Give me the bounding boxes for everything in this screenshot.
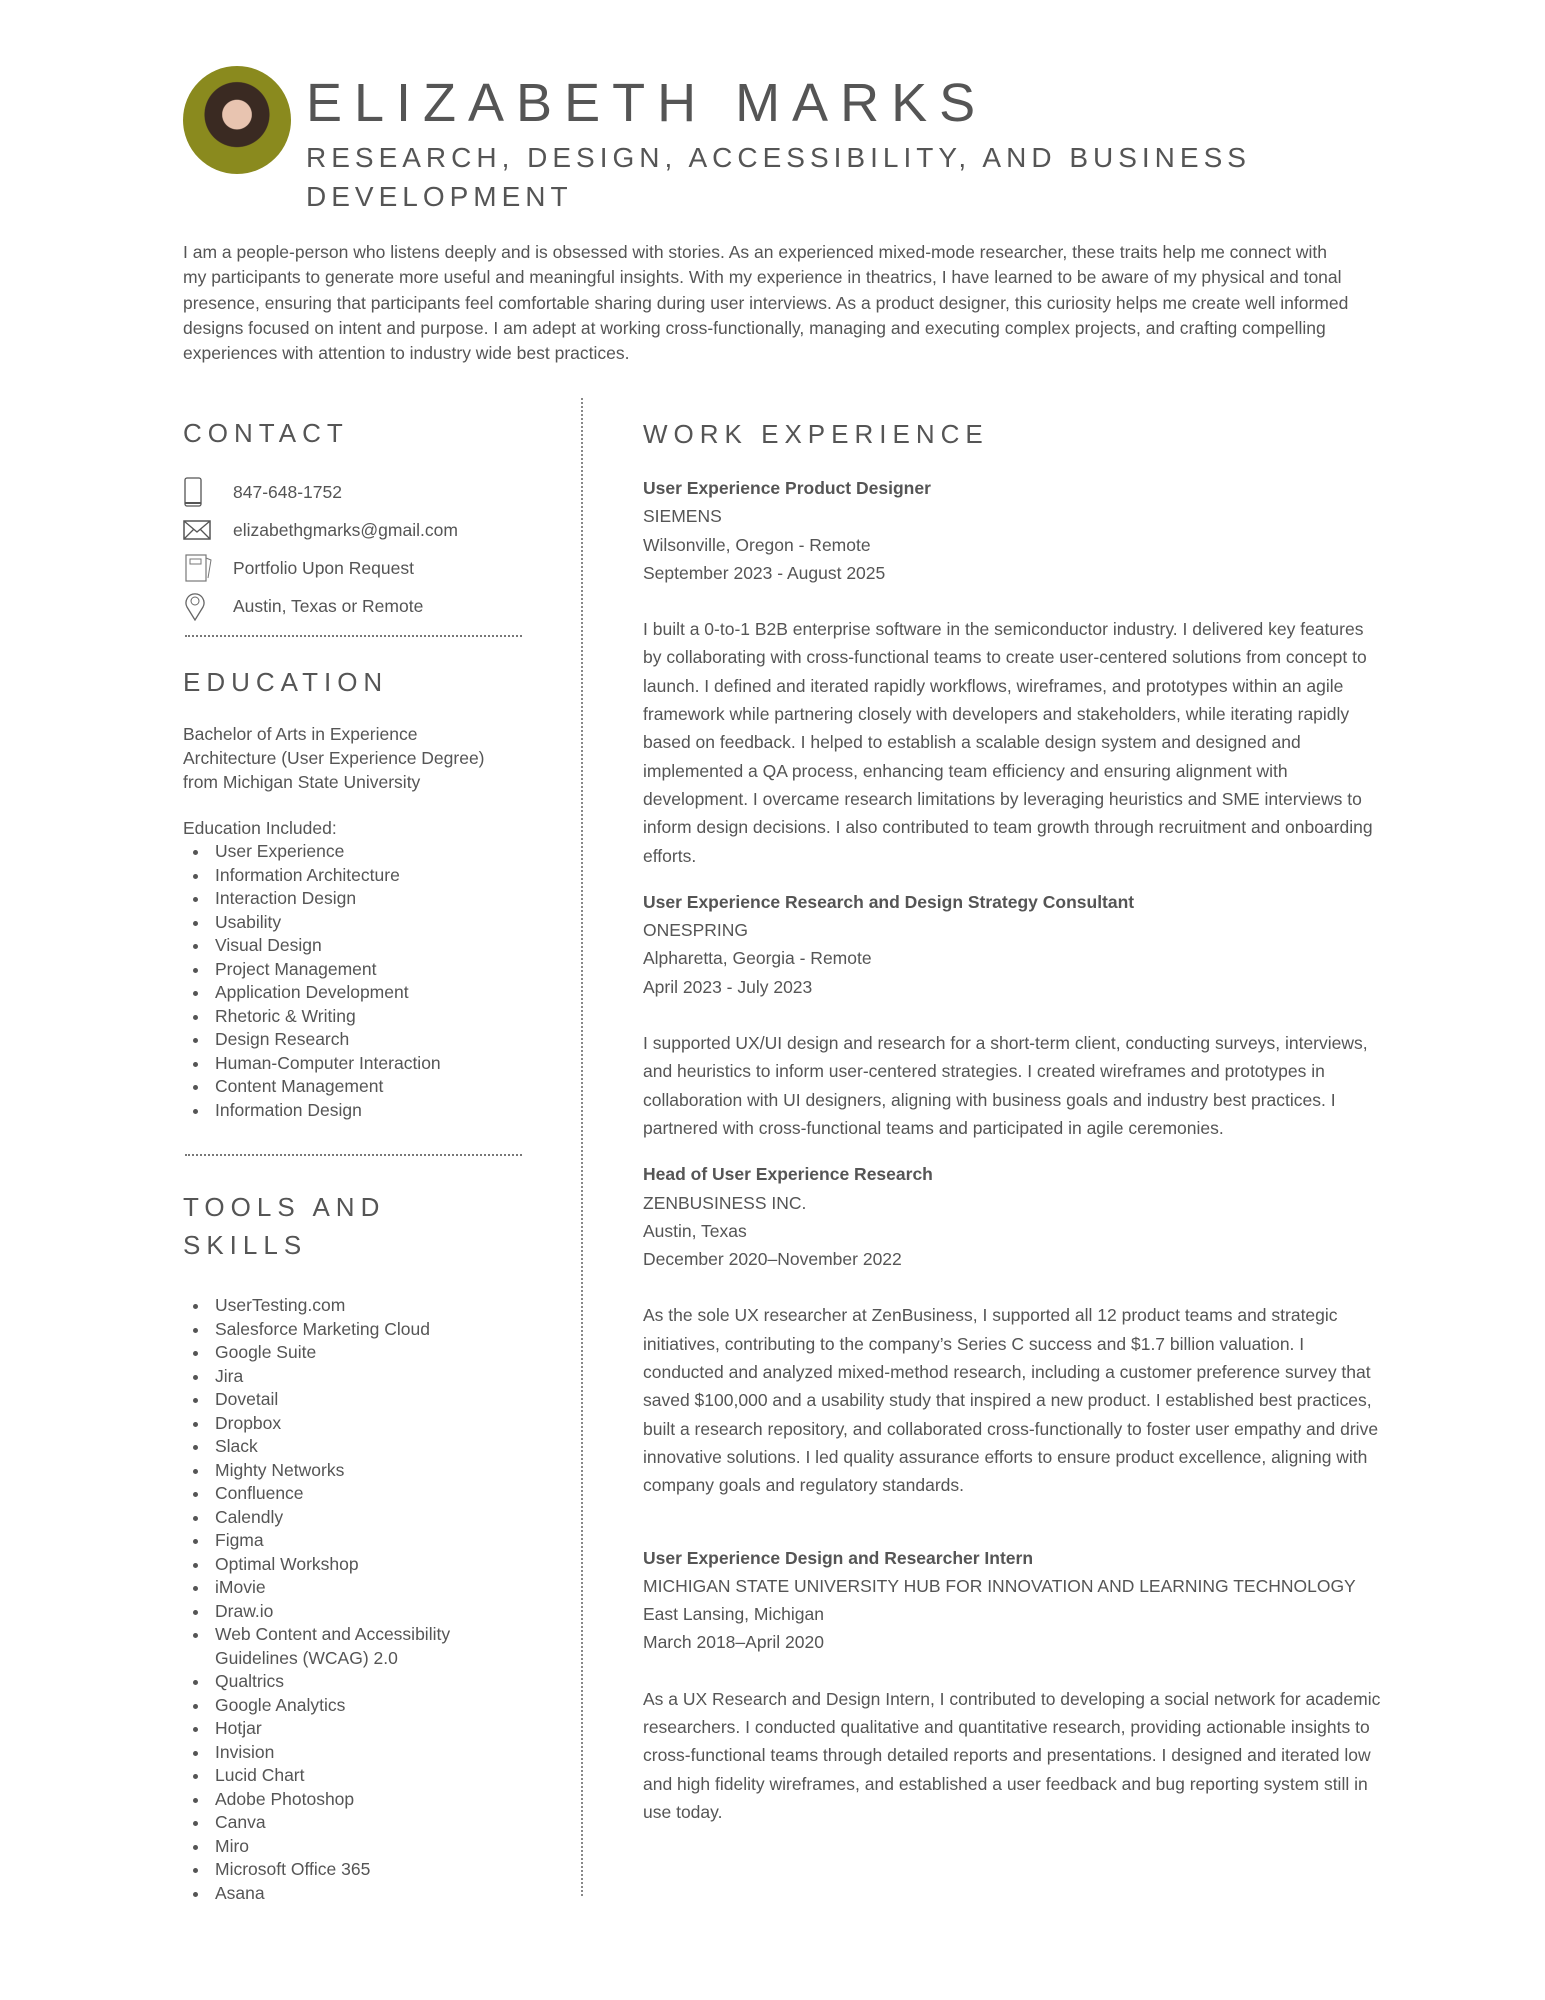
job-title: User Experience Design and Researcher Intern [643,1547,1034,1568]
location-text: Austin, Texas or Remote [233,595,424,616]
list-item: Design Research [183,1028,523,1052]
profile-photo [183,66,291,174]
job-dates: September 2023 - August 2025 [643,562,886,583]
list-item: Application Development [183,981,523,1005]
column-divider [581,398,583,1896]
list-item: iMovie [183,1576,483,1600]
list-item: Google Analytics [183,1694,483,1718]
list-item: Draw.io [183,1600,483,1624]
degree: Bachelor of Arts in Experience Architecture (User Experience Degree) from Michigan State University [183,724,485,792]
summary: I am a people-person who listens deeply and is obsessed with stories. As an experienced mixed-mode researcher, these traits help me connect with my participants to generate more useful and meaningful insights. With my experience in theatrics, I have learned to be aware of my physical and tonal presence, ensuring that participants feel comfortable sharing during user interviews. As a product designer, this curiosity helps me create well informed designs focused on intent and purpose. I am adept at working cross-functionally, managing and executing complex projects, and crafting compelling experiences with attention to industry wide best practices. [183,242,1349,364]
skills-list [183,1294,483,1905]
list-item: Dovetail [183,1388,483,1412]
list-item: Asana [183,1882,483,1906]
job-description: As the sole UX researcher at ZenBusiness, I supported all 12 product teams and strategic initiatives, contributing to the company’s Series C success and $1.7 billion valuation. I conducted and analyzed mixed-method research, including a customer preference survey that saved $100,000 and a usability study that inspired a new product. I established best practices, built a research repository, and collaborated cross-functionally to foster user empathy and drive innovative solutions. I led quality assurance efforts to ensure product excellence, aligning with company goals and regulatory standards. [643,1305,1379,1496]
list-item: Dropbox [183,1412,483,1436]
envelope-icon [183,520,233,540]
job-dates: April 2023 - July 2023 [643,976,813,997]
list-item: Web Content and Accessibility Guidelines (WCAG) 2.0 [183,1623,483,1670]
job-title: Head of User Experience Research [643,1164,933,1185]
contact-email [183,511,523,549]
list-item: Optimal Workshop [183,1553,483,1577]
phone-icon [183,477,233,507]
list-item: Information Design [183,1099,523,1123]
candidate-name: ELIZABETH MARKS [306,73,988,133]
email-link[interactable]: elizabethgmarks@gmail.com [233,519,458,540]
list-item: Usability [183,911,523,935]
list-item: Adobe Photoshop [183,1788,483,1812]
job-location: Austin, Texas [643,1220,747,1241]
job-location: Alpharetta, Georgia - Remote [643,948,872,969]
job-company: ONESPRING [643,920,749,941]
job-company: MICHIGAN STATE UNIVERSITY HUB FOR INNOVATION AND LEARNING TECHNOLOGY [643,1575,1356,1596]
list-item: Project Management [183,958,523,982]
job-company: SIEMENS [643,506,722,527]
list-item: Invision [183,1741,483,1765]
list-item: Microsoft Office 365 [183,1858,483,1882]
job-entry [643,1160,1383,1499]
list-item: Mighty Networks [183,1459,483,1483]
headline: RESEARCH, DESIGN, ACCESSIBILITY, AND BUSINESS DEVELOPMENT [306,142,1251,212]
list-item: Information Architecture [183,864,523,888]
list-item: Canva [183,1811,483,1835]
job-location: East Lansing, Michigan [643,1604,824,1625]
contact-location [183,587,523,625]
list-item: Human-Computer Interaction [183,1052,523,1076]
education-heading: EDUCATION [183,667,389,697]
job-dates: March 2018–April 2020 [643,1632,824,1653]
work-heading: WORK EXPERIENCE [643,419,989,449]
list-item: Calendly [183,1506,483,1530]
contact-phone [183,473,523,511]
job-company: ZENBUSINESS INC. [643,1192,807,1213]
list-item: Lucid Chart [183,1764,483,1788]
job-description: As a UX Research and Design Intern, I contributed to developing a social network for academic researchers. I conducted qualitative and quantitative research, providing actionable insights to cross-functional teams through detailed reports and presentations. I designed and iterated low and high fidelity wireframes, and established a user feedback and bug reporting system still in use today. [643,1688,1381,1822]
phone-text: 847-648-1752 [233,481,342,502]
list-item: User Experience [183,840,523,864]
job-location: Wilsonville, Oregon - Remote [643,534,871,555]
job-entry [643,474,1383,870]
list-item: Interaction Design [183,887,523,911]
education-list [183,840,523,1122]
contact-portfolio [183,549,523,587]
location-pin-icon [183,591,233,621]
job-title: User Experience Research and Design Strategy Consultant [643,891,1135,912]
job-entry [643,888,1383,1142]
list-item: Confluence [183,1482,483,1506]
left-column [183,418,523,1905]
list-item: Google Suite [183,1341,483,1365]
list-item: Content Management [183,1075,523,1099]
list-item: UserTesting.com [183,1294,483,1318]
job-list [643,474,1383,1826]
list-item: Hotjar [183,1717,483,1741]
list-item: Rhetoric & Writing [183,1005,523,1029]
job-description: I supported UX/UI design and research for a short-term client, conducting surveys, interviews, and heuristics to inform user-centered strategies. I created wireframes and prototypes in collaboration with UI designers, aligning with business goals and industry best practices. I partnered with cross-functional teams and participated in agile ceremonies. [643,1033,1368,1138]
list-item: Salesforce Marketing Cloud [183,1318,483,1342]
list-item: Jira [183,1365,483,1389]
contact-heading: CONTACT [183,418,349,448]
list-item: Qualtrics [183,1670,483,1694]
section-divider [185,635,522,637]
skills-heading: TOOLS AND SKILLS [183,1192,386,1260]
portfolio-text: Portfolio Upon Request [233,557,414,578]
list-item: Visual Design [183,934,523,958]
portfolio-icon [183,552,233,584]
list-item: Miro [183,1835,483,1859]
job-dates: December 2020–November 2022 [643,1249,902,1270]
right-column [643,418,1383,1826]
education-included-label: Education Included: [183,818,337,838]
job-title: User Experience Product Designer [643,478,931,498]
list-item: Slack [183,1435,483,1459]
section-divider [185,1154,522,1156]
job-entry [643,1544,1383,1827]
job-description: I built a 0-to-1 B2B enterprise software in the semiconductor industry. I delivered key features by collaborating with cross-functional teams to create user-centered solutions from concept to launch. I defined and iterated rapidly workflows, wireframes, and prototypes within an agile framework while partnering closely with developers and stakeholders, while iterating rapidly based on feedback. I helped to establish a scalable design system and designed and implemented a QA process, enhancing team efficiency and ensuring alignment with development. I overcame research limitations by leveraging heuristics and SME interviews to inform design decisions. I also contributed to team growth through recruitment and onboarding efforts. [643,619,1373,866]
list-item: Figma [183,1529,483,1553]
